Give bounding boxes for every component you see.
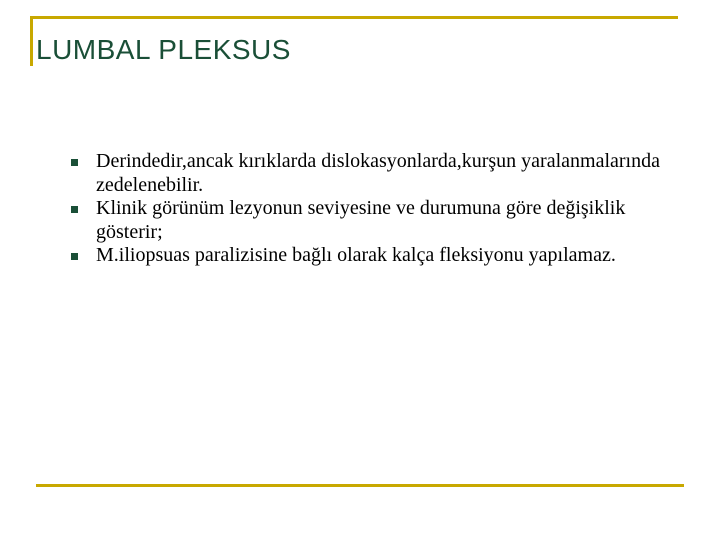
top-accent-rule xyxy=(30,16,678,19)
square-bullet-icon xyxy=(71,206,78,213)
square-bullet-icon xyxy=(71,253,78,260)
slide-title: LUMBAL PLEKSUS xyxy=(36,34,291,65)
bullet-list xyxy=(70,150,670,268)
left-accent-rule xyxy=(30,16,33,66)
bullet-text: Klinik görünüm lezyonun seviyesine ve durumuna göre değişiklik gösterir; xyxy=(96,197,626,243)
bullet-item xyxy=(70,197,670,244)
square-bullet-icon xyxy=(71,159,78,166)
bottom-accent-rule xyxy=(36,484,684,487)
bullet-item xyxy=(70,244,670,268)
bullet-text: M.iliopsuas paralizisine bağlı olarak kalça fleksiyonu yapılamaz. xyxy=(96,244,616,266)
bullet-item xyxy=(70,150,670,197)
bullet-text: Derindedir,ancak kırıklarda dislokasyonlarda,kurşun yaralanmalarında zedelenebilir. xyxy=(96,150,660,196)
